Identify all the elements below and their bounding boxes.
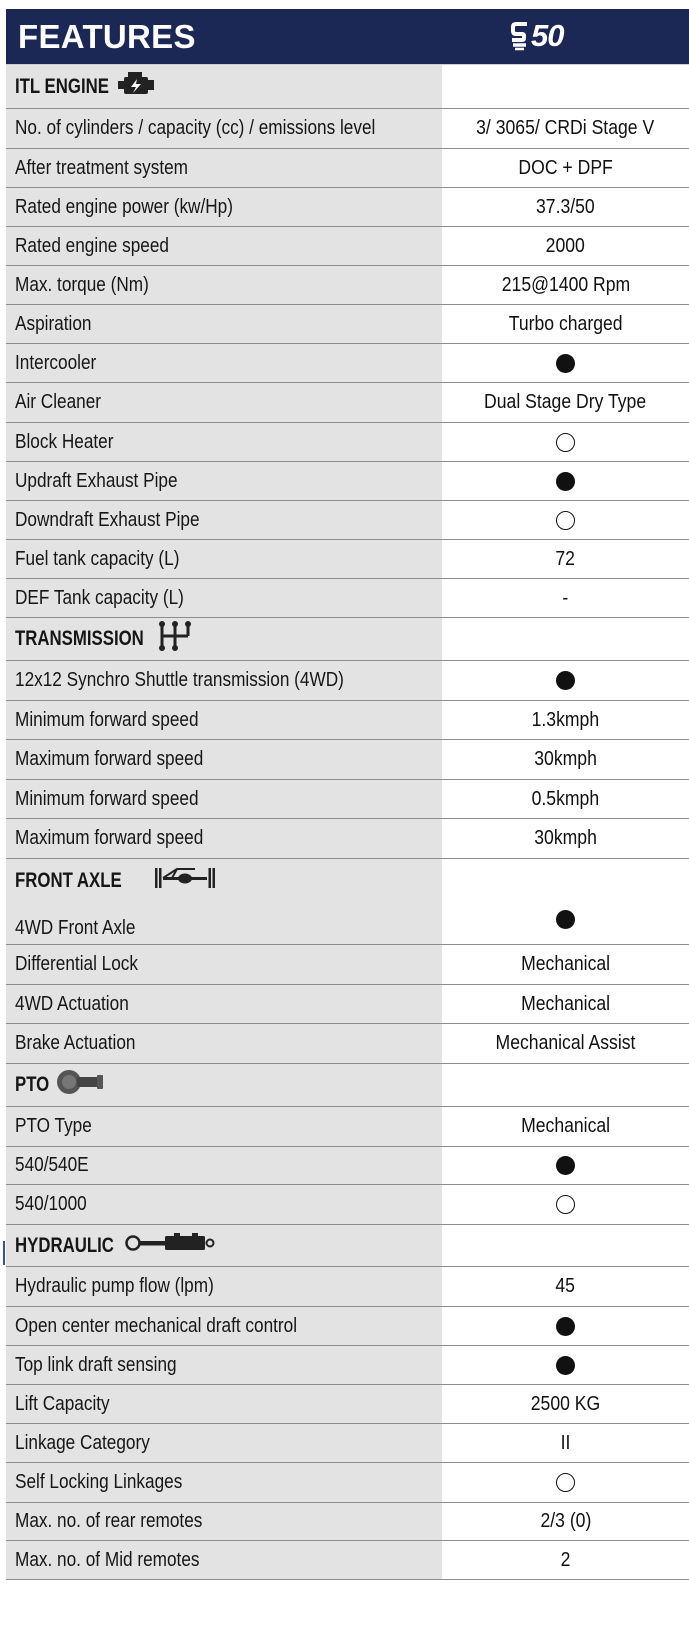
spec-label-text: Rated engine speed — [15, 234, 169, 257]
spec-value-cell — [442, 383, 689, 422]
spec-label-text: Linkage Category — [15, 1431, 150, 1454]
spec-value-cell — [442, 985, 689, 1023]
spec-value-cell — [442, 1307, 689, 1345]
spec-value: 45 — [555, 1275, 576, 1297]
spec-label-cell — [6, 109, 442, 148]
spec-value: Dual Stage Dry Type — [484, 391, 647, 413]
spec-value-cell — [442, 462, 689, 500]
spec-value: Mechanical — [520, 953, 611, 975]
section-title: HYDRAULIC — [15, 1233, 114, 1257]
spec-row — [6, 1346, 689, 1385]
optional-feature-circle — [556, 1473, 575, 1492]
spec-label-cell — [6, 1225, 442, 1266]
spec-value-cell — [442, 188, 689, 226]
spec-label-text: 4WD Actuation — [15, 992, 129, 1015]
section-row-hydraulic — [6, 1225, 689, 1267]
spec-label-text: Top link draft sensing — [15, 1353, 177, 1376]
spec-row — [6, 227, 689, 266]
spec-label-cell — [6, 227, 442, 265]
spec-label-cell — [6, 1267, 442, 1306]
spec-value: - — [562, 586, 569, 609]
spec-row — [6, 740, 689, 780]
spec-value: 3/ 3065/ CRDi Stage V — [476, 117, 655, 139]
spec-row — [6, 149, 689, 188]
spec-value-cell — [442, 1185, 689, 1224]
spec-value-cell — [442, 540, 689, 578]
spec-label-text: PTO Type — [15, 1115, 92, 1137]
spec-value: Mechanical — [520, 1115, 611, 1137]
spec-label-cell — [6, 344, 442, 382]
spec-row — [6, 1503, 689, 1541]
spec-label-cell — [6, 1185, 442, 1224]
optional-feature-circle — [556, 1195, 575, 1214]
spec-row — [6, 540, 689, 579]
spec-value-cell — [442, 1463, 689, 1502]
spec-row — [6, 383, 689, 423]
spec-row — [6, 661, 689, 701]
spec-row — [6, 819, 689, 859]
spec-label-cell — [6, 1107, 442, 1146]
standard-feature-dot — [556, 910, 575, 929]
spec-label-text: Updraft Exhaust Pipe — [15, 469, 178, 492]
spec-value: 2000 — [545, 234, 586, 257]
axle-icon — [154, 865, 216, 897]
spec-value-cell — [442, 859, 689, 944]
spec-label-cell — [6, 618, 442, 660]
spec-label-text: After treatment system — [15, 156, 189, 179]
spec-value-cell — [442, 65, 689, 108]
spec-label-cell — [6, 1541, 442, 1579]
spec-label-cell — [6, 266, 442, 304]
spec-label-text: Brake Actuation — [15, 1032, 136, 1054]
spec-value: 72 — [555, 547, 576, 570]
spec-value-cell — [442, 1503, 689, 1540]
spec-value: 215@1400 Rpm — [501, 273, 630, 296]
spec-value-cell — [442, 1064, 689, 1106]
spec-label-text: Downdraft Exhaust Pipe — [15, 508, 200, 531]
spec-label-cell — [6, 661, 442, 700]
spec-label-cell — [6, 859, 442, 944]
spec-row — [6, 1147, 689, 1185]
section-row-itl-engine — [6, 65, 689, 109]
features-sheet — [6, 9, 689, 1580]
spec-label-text: DEF Tank capacity (L) — [15, 586, 184, 609]
spec-value-cell — [442, 1385, 689, 1423]
spec-row — [6, 1385, 689, 1424]
spec-row — [6, 701, 689, 740]
spec-label-text: Open center mechanical draft control — [15, 1314, 298, 1337]
spec-row — [6, 344, 689, 383]
hydraulic-cylinder-icon — [124, 1232, 216, 1260]
spec-value-cell — [442, 1147, 689, 1184]
spec-label-text: Minimum forward speed — [15, 708, 199, 731]
section-title: TRANSMISSION — [15, 627, 144, 650]
spec-value-cell — [442, 1541, 689, 1579]
spec-row — [6, 188, 689, 227]
spec-row — [6, 1307, 689, 1346]
section-row-front-axle — [6, 859, 689, 945]
spec-value: Turbo charged — [508, 312, 623, 335]
spec-value: II — [560, 1431, 571, 1454]
spec-row — [6, 1024, 689, 1064]
spec-label-cell — [6, 740, 442, 779]
spec-value-cell — [442, 945, 689, 984]
spec-label-cell — [6, 462, 442, 500]
spec-row — [6, 1267, 689, 1307]
spec-label-text: Max. no. of rear remotes — [15, 1510, 203, 1532]
spec-label-cell — [6, 945, 442, 984]
spec-label-text: 540/540E — [15, 1154, 89, 1176]
spec-value: Mechanical — [520, 992, 611, 1015]
section-title: FRONT AXLE — [15, 869, 122, 892]
spec-label-text: 12x12 Synchro Shuttle transmission (4WD) — [15, 669, 344, 691]
spec-value-cell — [442, 579, 689, 617]
spec-value-cell — [442, 501, 689, 539]
spec-label-cell — [6, 423, 442, 461]
spec-label-text: Minimum forward speed — [15, 787, 199, 810]
spec-value-cell — [442, 1225, 689, 1266]
spec-value-cell — [442, 1107, 689, 1146]
spec-label-cell — [6, 701, 442, 739]
spec-label-text: No. of cylinders / capacity (cc) / emissions level — [15, 117, 376, 139]
spec-label-text: 4WD Front Axle — [15, 917, 136, 939]
spec-label-text: Self Locking Linkages — [15, 1471, 183, 1493]
spec-label-text: Block Heater — [15, 430, 114, 453]
standard-feature-dot — [556, 472, 575, 491]
section-row-transmission — [6, 618, 689, 661]
spec-label-cell — [6, 780, 442, 818]
spec-row — [6, 945, 689, 985]
spec-value: 30kmph — [534, 827, 597, 849]
spec-value: 0.5kmph — [531, 787, 600, 810]
spec-label-text: Aspiration — [15, 312, 92, 335]
spec-label-cell — [6, 65, 442, 108]
spec-value-cell — [442, 1346, 689, 1384]
model-s-logo-icon — [511, 21, 529, 51]
spec-label-cell — [6, 501, 442, 539]
spec-value: 37.3/50 — [536, 195, 595, 218]
front-axle-label-group — [15, 859, 216, 944]
spec-row — [6, 462, 689, 501]
spec-row — [6, 109, 689, 149]
spec-label-cell — [6, 1424, 442, 1462]
spec-label-cell — [6, 305, 442, 343]
standard-feature-dot — [556, 1317, 575, 1336]
spec-row — [6, 305, 689, 344]
spec-value-cell — [442, 1024, 689, 1063]
spec-value-cell — [442, 780, 689, 818]
spec-label-text: Rated engine power (kw/Hp) — [15, 195, 233, 218]
spec-label-cell — [6, 1463, 442, 1502]
spec-value-cell — [442, 423, 689, 461]
spec-value: DOC + DPF — [518, 156, 613, 179]
spec-label-cell — [6, 383, 442, 422]
spec-row — [6, 579, 689, 618]
spec-value-cell — [442, 344, 689, 382]
gear-shift-icon — [157, 620, 193, 658]
spec-row — [6, 780, 689, 819]
header-title: FEATURES — [18, 17, 196, 55]
spec-label-text: 540/1000 — [15, 1193, 87, 1215]
edge-marker — [3, 1241, 5, 1265]
section-title: PTO — [15, 1073, 50, 1096]
spec-value-cell — [442, 618, 689, 660]
spec-row — [6, 1185, 689, 1225]
spec-row — [6, 423, 689, 462]
spec-value-cell — [442, 149, 689, 187]
spec-label-cell — [6, 149, 442, 187]
section-heading — [15, 865, 216, 897]
spec-row — [6, 985, 689, 1024]
spec-value-cell — [442, 740, 689, 779]
model-badge — [511, 18, 563, 54]
spec-label-cell — [6, 1503, 442, 1540]
section-row-pto — [6, 1064, 689, 1107]
spec-label-text: Air Cleaner — [15, 391, 102, 413]
spec-value: 2500 KG — [530, 1392, 601, 1415]
spec-label-cell — [6, 1064, 442, 1106]
spec-value-cell — [442, 109, 689, 148]
pto-shaft-icon — [53, 1067, 105, 1103]
standard-feature-dot — [556, 354, 575, 373]
spec-label-text: Differential Lock — [15, 953, 139, 975]
spec-label-cell — [6, 1346, 442, 1384]
spec-value-cell — [442, 1267, 689, 1306]
spec-value: 30kmph — [534, 748, 597, 770]
engine-icon — [116, 70, 156, 104]
model-number: 50 — [531, 18, 564, 53]
features-header — [6, 9, 689, 64]
spec-value: Mechanical Assist — [495, 1032, 636, 1054]
optional-feature-circle — [556, 433, 575, 452]
spec-value-cell — [442, 701, 689, 739]
optional-feature-circle — [556, 511, 575, 530]
spec-row — [6, 501, 689, 540]
spec-label-cell — [6, 1147, 442, 1184]
spec-value: 2/3 (0) — [540, 1510, 591, 1532]
spec-label-text: Intercooler — [15, 351, 97, 374]
spec-label-text: Hydraulic pump flow (lpm) — [15, 1275, 214, 1297]
spec-value-cell — [442, 661, 689, 700]
spec-label-cell — [6, 188, 442, 226]
standard-feature-dot — [556, 1356, 575, 1375]
spec-label-cell — [6, 540, 442, 578]
section-title: ITL ENGINE — [15, 74, 109, 98]
spec-label — [15, 917, 216, 940]
spec-label-cell — [6, 1385, 442, 1423]
spec-label-text: Max. no. of Mid remotes — [15, 1548, 200, 1571]
spec-label-text: Lift Capacity — [15, 1392, 110, 1415]
spec-row — [6, 266, 689, 305]
spec-value: 2 — [560, 1548, 571, 1571]
spec-label-text: Maximum forward speed — [15, 748, 204, 770]
spec-value-cell — [442, 819, 689, 858]
spec-label-text: Fuel tank capacity (L) — [15, 547, 180, 570]
standard-feature-dot — [556, 1156, 575, 1175]
spec-row — [6, 1107, 689, 1147]
spec-label-cell — [6, 819, 442, 858]
spec-value-cell — [442, 227, 689, 265]
standard-feature-dot — [556, 671, 575, 690]
spec-value: 1.3kmph — [531, 708, 600, 731]
spec-value-cell — [442, 266, 689, 304]
spec-table — [6, 64, 689, 1580]
spec-label-cell — [6, 579, 442, 617]
spec-label-text: Maximum forward speed — [15, 827, 204, 849]
spec-label-cell — [6, 1307, 442, 1345]
spec-value-cell — [442, 1424, 689, 1462]
spec-row — [6, 1463, 689, 1503]
spec-row — [6, 1541, 689, 1580]
spec-label-text: Max. torque (Nm) — [15, 273, 149, 296]
spec-label-cell — [6, 1024, 442, 1063]
spec-label-cell — [6, 985, 442, 1023]
spec-value-cell — [442, 305, 689, 343]
spec-row — [6, 1424, 689, 1463]
